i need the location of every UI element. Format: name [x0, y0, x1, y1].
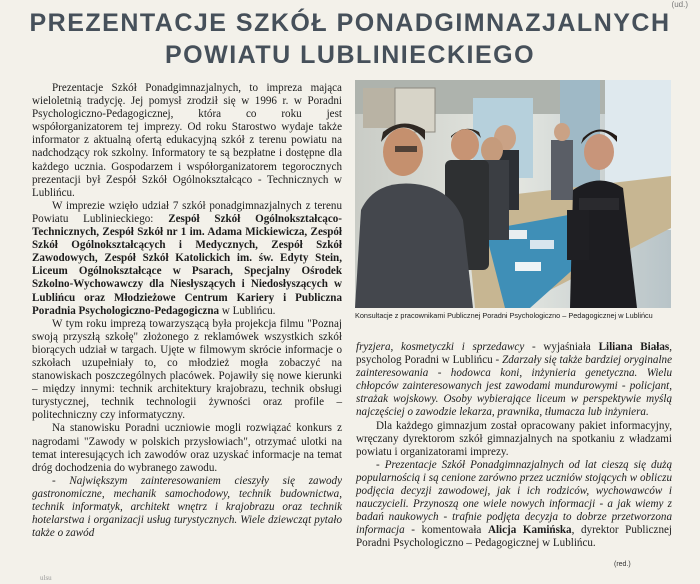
quote-attribution-2: - komentowała [404, 524, 488, 537]
schools-end: w Lublińcu. [219, 304, 276, 317]
paragraph-package: Dla każdego gimnazjum został opracowany pakiet informacyjny, wręczany dyrektorom szkół gimnazjalnych na spotkaniu z władzami powiatu i organizatorami imprezy. [356, 419, 672, 458]
schools-intro: W imprezie wzięło udział 7 szkół ponadgimnazjalnych z terenu Powiatu Lublinieckiego: [32, 199, 342, 225]
quote-attribution-1: - wyjaśniała [524, 341, 599, 353]
speaker-name-1: Liliana Białas [598, 341, 670, 353]
article-column-left [32, 82, 342, 540]
speaker-role-1: , psycholog Poradni w Lublińcu [356, 341, 672, 367]
photo-illustration [355, 80, 671, 308]
paragraph-intro: Prezentacje Szkół Ponadgimnazjalnych, to impreza mająca wieloletnią tradycję. Jej pomysł zrodził się w 1996 r. w Poradni Psychologiczno-Pedagogicznej, która co roku jest współorganizatorem tej imprezy. Od roku Starostwo wydaje także informator z aktualną ofertą edukacyjną szkół z terenu powiatu na nadchodzący rok szkolny. Informatory te są bezpłatne i dostępne dla każdego ucznia. Gospodarzem i współorganizatorem tegorocznych prezentacji był Zespół Szkół Ogólnokształcąco - Technicznych w Lublińcu. [32, 82, 342, 199]
quote-continuation: fryzjera, kosmetyczki i sprzedawcy [356, 341, 525, 353]
event-photo [355, 80, 671, 308]
page-tag: (ud.) [671, 0, 688, 9]
director-quote: - Prezentacje Szkół Ponadgimnazjalnych od lat cieszą się dużą popularnością i są cenione zarówno przez uczniów stojących w obliczu podjęcia decyzji zawodowej, jak i ich rodziców, wychowawców i nauczycieli. Przynoszą one wiele nowych informacji - a jak wiemy z badań naukowych - trafnie podjęta decyzja to dobrze przetworzona informacja [356, 458, 672, 537]
quote-text: - Największym zainteresowaniem cieszyły się zawody gastronomiczne, mechanik samochodowy, technik budownictwa, technik informatyk, architekt wnętrz i krajobrazu oraz technik hotelarstwa i organizacji usług turystycznych. Wiele dziewcząt pytało także o zawód [32, 474, 342, 540]
schools-list: Zespół Szkół Ogólnokształcąco-Technicznych, Zespół Szkół nr 1 im. Adama Mickiewicza, Zespół Szkół Ogólnokształcących i Medycznych, Zespół Szkół Zawodowych, Zespół Szkół Katolickich im. św. Edyty Stein, Liceum Ogólnokształcące w Psarach, Specjalny Ośrodek Szkolno-Wychowawczy dla Niesłyszących i Niedosłyszących w Lublińcu oraz Młodzieżowe Centrum Kariery i Publiczna Poradnia Psychologiczno-Pedagogiczna [32, 212, 342, 317]
headline-line-1: PREZENTACJE SZKÓŁ PONADGIMNAZJALNYCH [29, 9, 671, 37]
paragraph-director-quote [356, 459, 672, 551]
quote-continuation-2: - Zdarzały się także bardziej oryginalne zainteresowania - hodowca koni, inżynieria genetyczna. Wielu chłopców zainteresowanych jest zawodami mundurowymi - policjant, strażak wojskowy. Osoby wybierające liceum w perspektywie myślą najczęściej o zawodzie lekarza, prawnika, tłumacza lub inżyniera. [356, 354, 673, 419]
speaker-role-2: , dyrektor Publicznej Poradni Psychologiczno – Pedagogicznej w Lublińcu. [356, 524, 672, 550]
paragraph-film: W tym roku imprezą towarzyszącą była projekcja filmu "Poznaj swoją przyszłą szkołę" złożonego z reklamówek wszystkich szkół biorących udział w targach. Ujęte w filmowym skrócie informacje o szkołach uzupełniały to, co młodzież mogła zobaczyć na stanowiskach poszczególnych placówek. Pojawiły się nowe kierunki – między innymi: technik architektury krajobrazu, technik obsługi turystycznej, technik technologii żywności oraz profile – politechniczny czy informatyczny. [32, 317, 342, 422]
headline-line-2: POWIATU LUBLINIECKIEGO [164, 41, 536, 69]
paragraph-schools [32, 200, 342, 318]
speaker-name-2: Alicja Kamińska [487, 524, 572, 537]
photo-caption: Konsultacje z pracownikami Publicznej Poradni Psychologiczno – Pedagogicznej w Lublińcu [355, 311, 653, 320]
author-credit: (red.) [614, 561, 631, 568]
paragraph-contest: Na stanowisku Poradni uczniowie mogli rozwiązać konkurs z nagrodami "Zawody w polskich przysłowiach", otrzymać ulotki na temat interesujących ich zawodów oraz uzyskać informacje na temat dróg dochodzenia do wybranego zawodu. [32, 422, 342, 474]
paragraph-quote-start [32, 475, 342, 540]
paragraph-interests [356, 341, 672, 420]
page-footer: ulsu [40, 574, 52, 582]
article-column-right [356, 341, 672, 551]
